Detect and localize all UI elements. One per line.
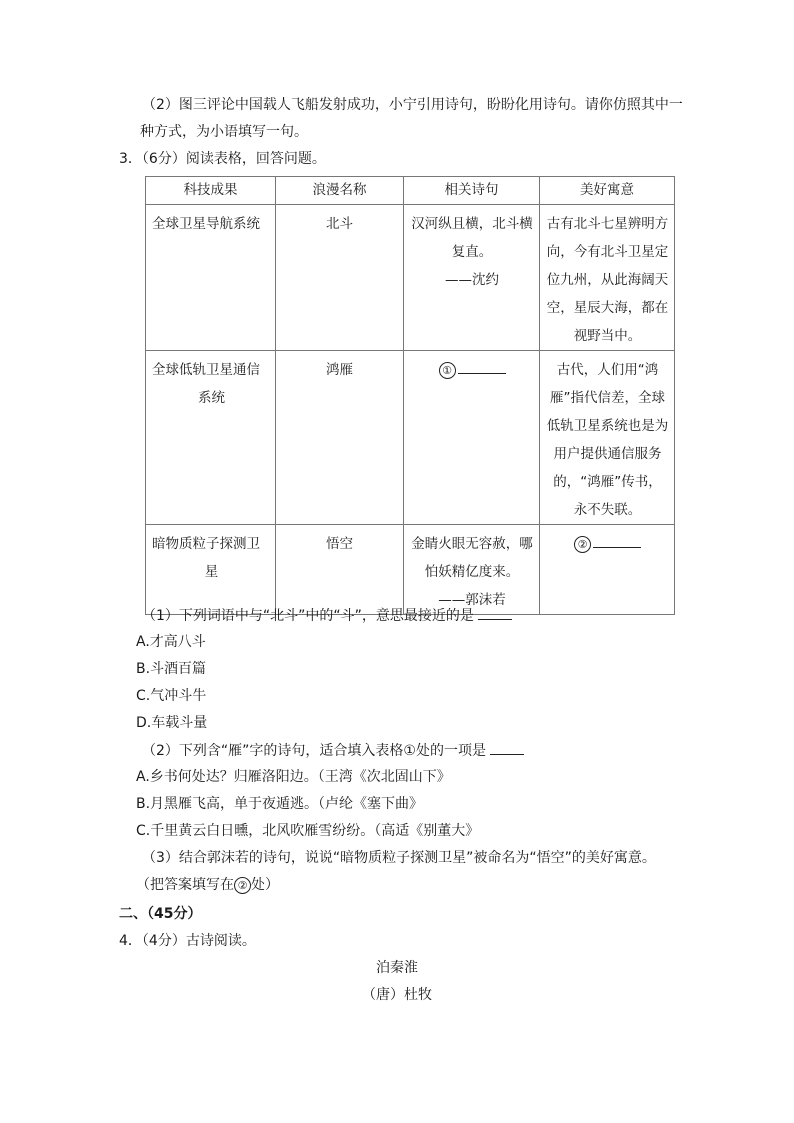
table-row xyxy=(146,525,675,615)
circle-number: ② xyxy=(234,877,251,894)
answer-blank[interactable] xyxy=(478,605,512,620)
q3-heading: 3．（6分）阅读表格，回答问题。 xyxy=(119,151,326,167)
poem-cell xyxy=(404,205,540,351)
circle-number: ② xyxy=(574,536,591,553)
poem-author: ——郭沫若 xyxy=(438,592,506,608)
poem-cell xyxy=(404,525,540,615)
meaning-line: 的，“鸿雁”传书， xyxy=(553,474,662,490)
achievement-cell xyxy=(146,205,276,351)
text: 处） xyxy=(251,877,279,893)
option-b: B.月黑雁飞高，单于夜遁逃。（卢纶《塞下曲》 xyxy=(136,796,424,812)
meaning-line: 雁”指代信差，全球 xyxy=(550,390,665,406)
poem-line: 金睛火眼无容赦，哪 xyxy=(411,536,533,552)
q4-heading: 4．（4分）古诗阅读。 xyxy=(119,933,256,949)
table-header: 相关诗句 xyxy=(404,177,540,205)
meaning-cell xyxy=(540,525,675,615)
meaning-line: 古代，人们用“鸿 xyxy=(556,362,659,378)
option-d: D.车载斗量 xyxy=(136,715,208,731)
meaning-line: 位九州，从此海阔天 xyxy=(546,272,669,288)
option-a: A.乡书何处达？归雁洛阳边。（王湾《次北固山下》 xyxy=(136,769,451,785)
poem-line: 汉河纵且横，北斗横 xyxy=(411,216,533,232)
option-b: B.斗酒百篇 xyxy=(136,661,207,677)
cell-text: 全球低轨卫星通信 xyxy=(152,362,260,378)
name-cell: 北斗 xyxy=(276,205,404,351)
section-heading: 二、（45分） xyxy=(119,906,202,922)
table-row xyxy=(146,205,675,351)
q2-sub2-line2: 种方式，为小语填写一句。 xyxy=(140,124,308,140)
poem-line: 怕妖精亿度来。 xyxy=(424,564,520,580)
table-row xyxy=(146,351,675,525)
name-cell: 悟空 xyxy=(276,525,404,615)
poem-cell xyxy=(404,351,540,525)
meaning-cell xyxy=(540,205,675,351)
q3-sub1-question xyxy=(142,605,512,626)
q3-sub2-question xyxy=(142,740,524,761)
poem-author: （唐）杜牧 xyxy=(362,987,432,1003)
meaning-cell xyxy=(540,351,675,525)
cell-text: 全球卫星导航系统 xyxy=(152,216,260,232)
question-text: （2）下列含“雁”字的诗句，适合填入表格①处的一项是 xyxy=(142,743,486,759)
cell-text: 星 xyxy=(204,564,219,580)
question-text: （1）下列词语中与“北斗”中的“斗”，意思最接近的是 xyxy=(142,608,474,624)
meaning-line: 用户提供通信服务 xyxy=(553,446,662,462)
fill-line xyxy=(593,531,641,548)
meaning-line: 永不失联。 xyxy=(573,502,642,518)
q3-sub3-line1: （3）结合郭沫若的诗句，说说“暗物质粒子探测卫星”被命名为“悟空”的美好寓意。 xyxy=(142,850,656,866)
table-header: 科技成果 xyxy=(146,177,276,205)
table-header-row xyxy=(146,177,675,205)
achievement-cell xyxy=(146,525,276,615)
option-a: A.才高八斗 xyxy=(136,634,206,650)
meaning-line: 向，今有北斗卫星定 xyxy=(546,244,669,260)
name-cell: 鸿雁 xyxy=(276,351,404,525)
cell-text: 系统 xyxy=(198,390,225,406)
answer-blank[interactable] xyxy=(490,740,524,755)
fill-line xyxy=(458,357,506,374)
poem-title: 泊秦淮 xyxy=(376,960,418,976)
q3-sub3-line2 xyxy=(136,875,279,895)
meaning-line: 低轨卫星系统也是为 xyxy=(546,418,669,434)
table-header: 浪漫名称 xyxy=(276,177,404,205)
option-c: C.千里黄云白日曛，北风吹雁雪纷纷。（高适《别董大》 xyxy=(136,823,480,839)
achievement-cell xyxy=(146,351,276,525)
meaning-line: 视野当中。 xyxy=(573,328,642,344)
tech-achievements-table xyxy=(145,176,675,615)
poem-line: 复直。 xyxy=(451,244,493,260)
meaning-line: 空，星辰大海，都在 xyxy=(546,300,669,316)
q2-sub2-line1: （2）图三评论中国载人飞船发射成功，小宁引用诗句，盼盼化用诗句。请你仿照其中一 xyxy=(142,97,683,113)
cell-text: 暗物质粒子探测卫 xyxy=(152,536,260,552)
table-header: 美好寓意 xyxy=(540,177,675,205)
poem-author: ——沈约 xyxy=(445,272,499,288)
meaning-line: 古有北斗七星辨明方 xyxy=(546,216,669,232)
blank-1[interactable] xyxy=(408,356,536,384)
blank-2[interactable] xyxy=(544,530,671,558)
option-c: C.气冲斗牛 xyxy=(136,688,207,704)
text: （把答案填写在 xyxy=(136,877,234,893)
circle-number: ① xyxy=(439,362,456,379)
